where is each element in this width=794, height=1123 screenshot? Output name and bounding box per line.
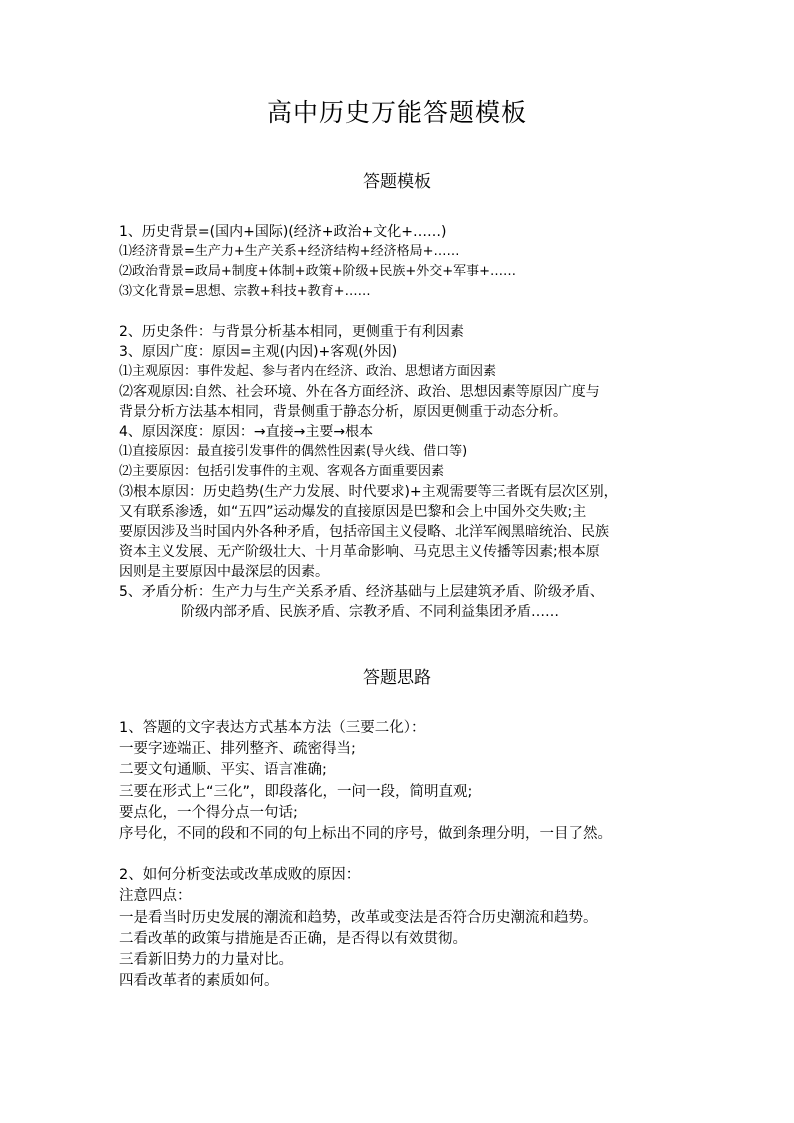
paragraph-line: 4、原因深度：原因：→直接→主要→根本 xyxy=(119,424,374,440)
paragraph-line: 因则是主要原因中最深层的因素。 xyxy=(119,564,329,580)
paragraph-line: 要原因涉及当时国内外各种矛盾，包括帝国主义侵略、北洋军阀黑暗统治、民族 xyxy=(119,524,609,540)
paragraph-line: ⑴直接原因：最直接引发事件的偶然性因素(导火线、借口等) xyxy=(119,444,468,459)
paragraph-line: ⑶文化背景=思想、宗教+科技+教育+…… xyxy=(119,284,371,299)
paragraph-gap xyxy=(119,845,679,865)
paragraph-line: ⑴经济背景=生产力+生产关系+经济结构+经济格局+…… xyxy=(119,244,460,259)
paragraph-line: ⑵政治背景=政局+制度+体制+政策+阶级+民族+外交+军事+…… xyxy=(119,264,517,279)
section-heading-approach: 答题思路 xyxy=(363,668,431,688)
paragraph-line: 背景分析方法基本相同，背景侧重于静态分析，原因更侧重于动态分析。 xyxy=(119,404,567,420)
paragraph-line: ⑴主观原因：事件发起、参与者内在经济、政治、思想诸方面因素 xyxy=(119,364,497,379)
paragraph-line: 序号化，不同的段和不同的句上标出不同的序号，做到条理分明，一目了然。 xyxy=(119,826,612,843)
paragraph-line-indented: 阶级内部矛盾、民族矛盾、宗教矛盾、不同利益集团矛盾…… xyxy=(181,604,559,620)
section-heading-template: 答题模板 xyxy=(363,172,431,192)
paragraph-line: 1、历史背景=(国内+国际)(经济+政治+文化+……) xyxy=(119,224,447,240)
paragraph-line: 要点化，一个得分点一句话; xyxy=(119,804,298,821)
paragraph-line: 一是看当时历史发展的潮流和趋势，改革或变法是否符合历史潮流和趋势。 xyxy=(119,909,598,926)
paragraph-line: 3、原因广度：原因=主观(内因)+客观(外因) xyxy=(119,344,398,360)
paragraph-line: 1、答题的文字表达方式基本方法（三要二化）： xyxy=(119,720,426,736)
approach-content xyxy=(119,718,679,992)
paragraph-line: 一要字迹端正、排列整齐、疏密得当; xyxy=(119,741,356,758)
paragraph-line: 注意四点： xyxy=(119,888,192,905)
paragraph-gap xyxy=(119,302,679,322)
paragraph-line: 2、如何分析变法或改革成败的原因： xyxy=(119,867,361,884)
paragraph-line: 5、矛盾分析：生产力与生产关系矛盾、经济基础与上层建筑矛盾、阶级矛盾、 xyxy=(119,584,604,600)
paragraph-line: 四看改革者的素质如何。 xyxy=(119,973,279,990)
paragraph-line: 又有联系渗透，如“五四”运动爆发的直接原因是巴黎和会上中国外交失败;主 xyxy=(119,504,587,520)
template-content xyxy=(119,222,679,622)
paragraph-line: ⑵主要原因：包括引发事件的主观、客观各方面重要因素 xyxy=(119,464,445,479)
paragraph-line: 资本主义发展、无产阶级壮大、十月革命影响、马克思主义传播等因素;根本原 xyxy=(119,544,600,560)
paragraph-line: 三看新旧势力的力量对比。 xyxy=(119,952,293,969)
paragraph-line: ⑶根本原因：历史趋势(生产力发展、时代要求)+主观需要等三者既有层次区别， xyxy=(119,484,618,500)
paragraph-line: 三要在形式上“三化”，即段落化，一问一段，简明直观; xyxy=(119,783,473,800)
paragraph-line: 二要文句通顺、平实、语言准确; xyxy=(119,762,327,779)
paragraph-line: 2、历史条件：与背景分析基本相同，更侧重于有利因素 xyxy=(119,324,464,340)
paragraph-line: 二看改革的政策与措施是否正确，是否得以有效贯彻。 xyxy=(119,930,467,947)
page-title: 高中历史万能答题模板 xyxy=(266,98,527,127)
paragraph-line: ⑵客观原因:自然、社会环境、外在各方面经济、政治、思想因素等原因广度与 xyxy=(119,384,600,400)
